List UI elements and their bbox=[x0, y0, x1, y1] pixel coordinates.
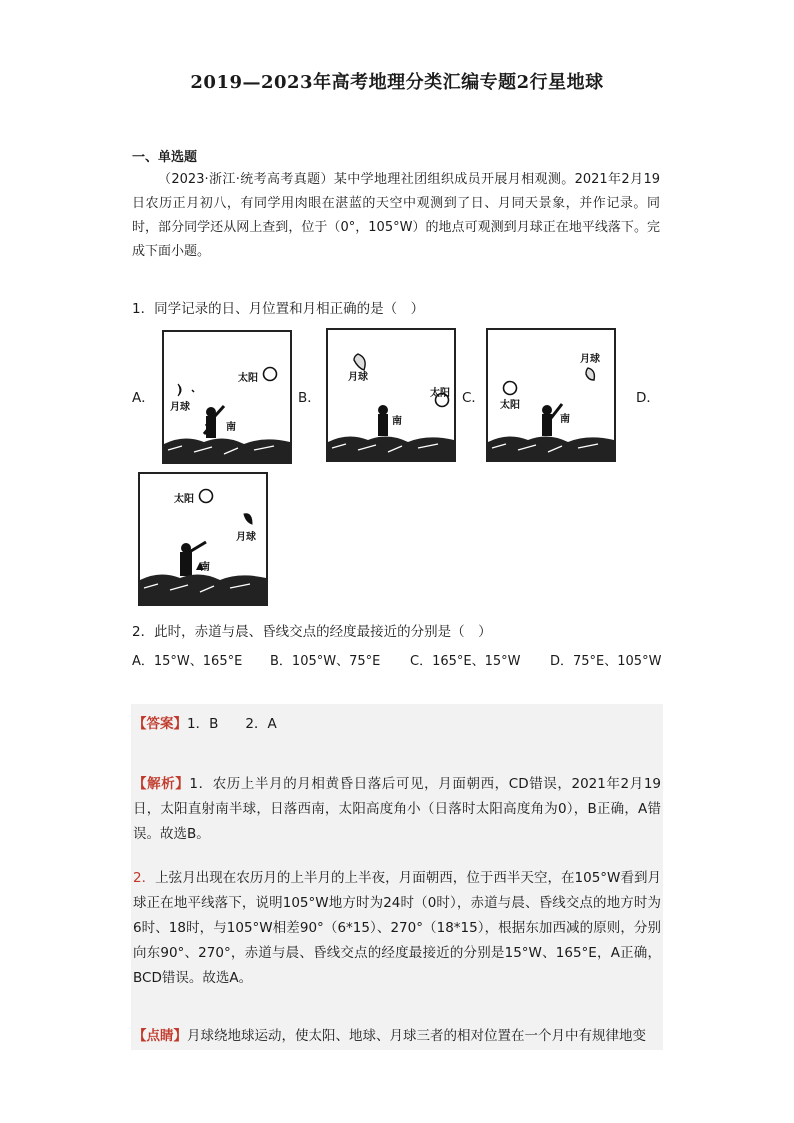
answer-text: 1．B 2．A bbox=[187, 716, 277, 732]
moon-label: 月球 bbox=[348, 372, 368, 383]
south-label: 南 bbox=[392, 416, 402, 427]
question-2: 2．此时，赤道与晨、昏线交点的经度最接近的分别是（ ） bbox=[132, 624, 492, 640]
analysis-1-text: 农历上半月的月相黄昏日落后可见，月面朝西，CD错误，2021年2月19日，太阳直射南半球，日落西南，太阳高度角小（日落时太阳高度角为0），B正确，A错误。故选B。 bbox=[133, 776, 662, 842]
answer-line bbox=[133, 712, 277, 732]
comment-tag: 【点睛】 bbox=[133, 1028, 187, 1044]
sun-label: 太阳 bbox=[174, 494, 194, 505]
option-b-image[interactable] bbox=[326, 328, 456, 462]
analysis-paragraph-1 bbox=[133, 772, 661, 847]
question-1: 1．同学记录的日、月位置和月相正确的是（ ） bbox=[132, 301, 425, 317]
page-title: 2019—2023年高考地理分类汇编专题2行星地球 bbox=[190, 72, 604, 93]
moon-label: 月球 bbox=[170, 402, 190, 413]
q2-option-c[interactable]: C．165°E、15°W bbox=[410, 654, 521, 669]
analysis-tag: 【解析】 bbox=[133, 776, 190, 792]
option-a-image[interactable] bbox=[162, 330, 292, 464]
moon-label: 月球 bbox=[236, 532, 256, 543]
q2-option-a[interactable]: A．15°W、165°E bbox=[132, 654, 243, 669]
analysis-1-number: 1． bbox=[189, 776, 213, 792]
analysis-paragraph-2 bbox=[133, 866, 661, 991]
sun-label: 太阳 bbox=[500, 400, 520, 411]
south-label: 南 bbox=[226, 422, 236, 433]
q2-option-d[interactable]: D．75°E、105°W bbox=[550, 654, 662, 669]
south-label: 南 bbox=[200, 562, 210, 573]
option-c-letter[interactable]: C． bbox=[462, 390, 485, 406]
option-b-letter[interactable]: B． bbox=[298, 390, 321, 406]
moon-label: 月球 bbox=[580, 354, 600, 365]
section-heading: 一、单选题 bbox=[132, 150, 198, 165]
option-a-letter[interactable]: A． bbox=[132, 390, 155, 406]
analysis-2-number: 2． bbox=[133, 870, 156, 886]
south-label: 南 bbox=[560, 414, 570, 425]
comment-text: 月球绕地球运动，使太阳、地球、月球三者的相对位置在一个月中有规律地变 bbox=[187, 1028, 646, 1044]
sun-label: 太阳 bbox=[238, 373, 258, 384]
option-d-letter[interactable]: D． bbox=[636, 390, 660, 406]
comment-paragraph bbox=[133, 1024, 661, 1049]
option-c-image[interactable] bbox=[486, 328, 616, 462]
sun-label: 太阳 bbox=[430, 388, 450, 399]
scene-a-drawing bbox=[164, 332, 290, 462]
analysis-2-text: 上弦月出现在农历月的上半月的上半夜，月面朝西，位于西半天空，在105°W看到月球正在地平线落下，说明105°W地方时为24时（0时），赤道与晨、昏线交点的地方时为6时、18时，与105°W相差90°（6*15）、270°（18*15），根据东加西减的原则，分别向东90°、270°，赤道与晨、昏线交点的经度最接近的分别是15°W、165°E，A正确，BCD错误。故选A。 bbox=[133, 870, 661, 986]
option-d-image[interactable] bbox=[138, 472, 268, 606]
q2-option-b[interactable]: B．105°W、75°E bbox=[270, 654, 381, 669]
answer-tag: 【答案】 bbox=[133, 716, 187, 732]
question-intro: （2023·浙江·统考高考真题）某中学地理社团组织成员开展月相观测。2021年2月19日农历正月初八，有同学用肉眼在湛蓝的天空中观测到了日、月同天景象，并作记录。同时，部分同学还从网上查到，位于（0°，105°W）的地点可观测到月球正在地平线落下。完成下面小题。 bbox=[132, 172, 660, 259]
